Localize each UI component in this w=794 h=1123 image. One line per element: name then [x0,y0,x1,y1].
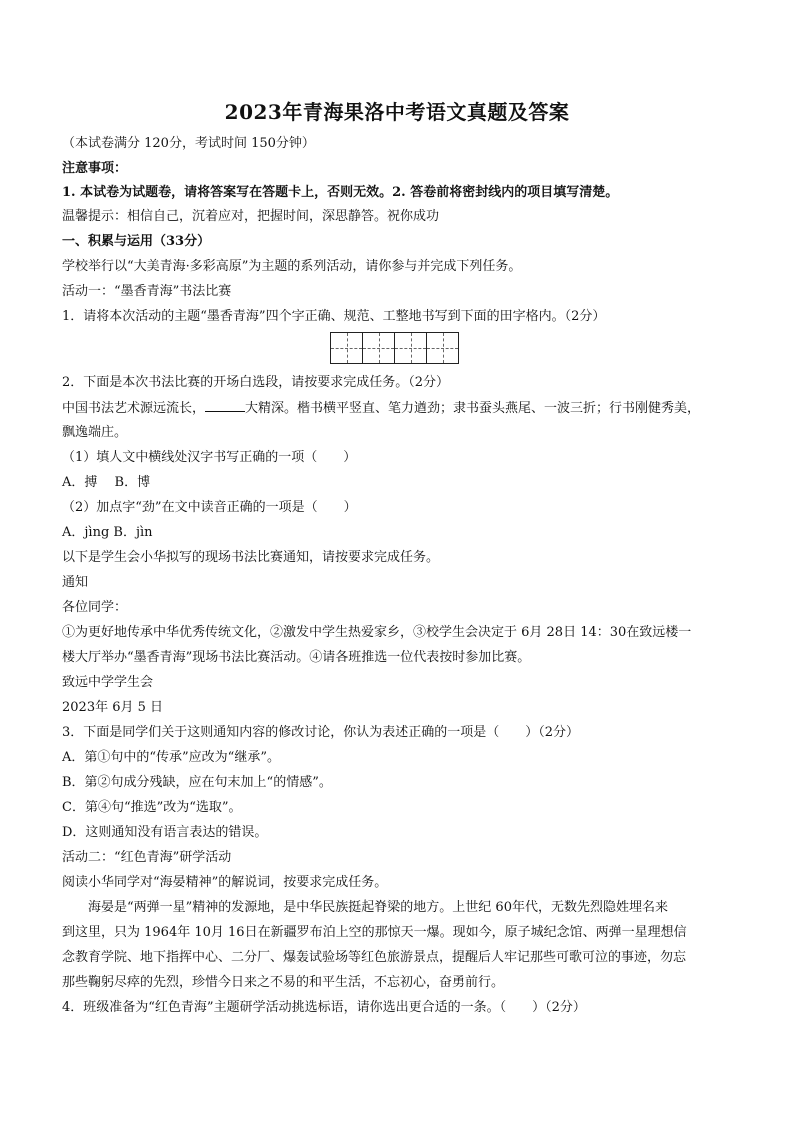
tianzige-grid[interactable] [330,332,462,364]
notice-intro: 以下是学生会小华拟写的现场书法比赛通知，请按要求完成任务。 [62,550,440,565]
page-title: 2023年青海果洛中考语文真题及答案 [224,100,570,124]
reminder-text: 温馨提示：相信自己，沉着应对，把握时间，深思静答。祝你成功 [62,209,440,224]
question-3-option-d: D．这则通知没有语言表达的错误。 [62,825,268,840]
grid-cell[interactable] [426,332,459,364]
question-3-option-a: A．第①句中的“传承”应改为“继承”。 [62,750,280,765]
notice-date: 2023年 6月 5 日 [62,700,164,715]
notice-title: 通知 [62,575,89,590]
grid-cell[interactable] [362,332,395,364]
paragraph-line-3: 念教育学院、地下指挥中心、二分厂、爆轰试验场等红色旅游景点，提醒后人牢记那些可歌可泣的事迹，勿忘 [62,950,687,965]
question-2: 2．下面是本次书法比赛的开场白选段，请按要求完成任务。（2分） [62,375,450,390]
question-2-2: （2）加点字“劲”在文中读音正确的一项是（ ） [62,500,357,515]
paragraph-line-4: 那些鞠躬尽瘁的先烈，珍惜今日来之不易的和平生活，不忘初心，奋勇前行。 [62,975,505,990]
passage-pre: 中国书法艺术源远流长， [62,401,206,416]
passage-post: 大精深。楷书横平竖直、笔力遒劲；隶书蚕头燕尾、一波三折；行书刚健秀美， [245,401,701,416]
notice-text: 1. 本试卷为试题卷，请将答案写在答题卡上，否则无效。2. 答卷前将密封线内的项目填写清楚。 [62,185,619,200]
question-2-1: （1）填人文中横线处汉字书写正确的一项（ ） [62,450,357,465]
question-2-2-options: A．jìng B．jìn [62,525,153,540]
exam-info: （本试卷满分 120分，考试时间 150分钟） [62,136,315,151]
question-3-option-c: C．第④句“推选”改为“选取”。 [62,800,242,815]
question-4: 4．班级准备为“红色青海”主题研学活动挑选标语，请你选出更合适的一条。（ ）（2分） [62,1000,586,1015]
activity-two-title: 活动二：“红色青海”研学活动 [62,850,232,865]
section-intro: 学校举行以“大美青海·多彩高原”为主题的系列活动，请你参与并完成下列任务。 [62,259,522,274]
grid-cell[interactable] [330,332,363,364]
section-heading: 一、积累与运用（33分） [62,234,211,249]
notice-signature: 致远中学学生会 [62,675,154,690]
question-2-1-options: A．搏 B．博 [62,475,151,490]
notice-salutation: 各位同学： [62,600,128,615]
passage-line-1 [62,399,734,418]
activity-one-title: 活动一：“墨香青海”书法比赛 [62,284,232,299]
paragraph-line-2: 到这里，只为 1964年 10月 16日在新疆罗布泊上空的那惊天一爆。现如今，原子城纪念馆、两弹一星理想信 [62,925,687,940]
notice-body-2: 楼大厅举办“墨香青海”现场书法比赛活动。④请各班推选一位代表按时参加比赛。 [62,650,531,665]
paragraph-line-1: 海晏是“两弹一星”精神的发源地，是中华民族挺起脊梁的地方。上世纪 60年代，无数先烈隐姓埋名来 [88,900,668,915]
fill-blank[interactable] [205,399,245,412]
grid-cell[interactable] [394,332,427,364]
question-3: 3．下面是同学们关于这则通知内容的修改讨论，你认为表述正确的一项是（ ）（2分） [62,725,580,740]
question-1: 1．请将本次活动的主题“墨香青海”四个字正确、规范、工整地书写到下面的田字格内。（2分） [62,309,606,324]
passage-line-2: 飘逸端庄。 [62,425,128,440]
question-3-option-b: B．第②句成分残缺，应在句末加上“的情感”。 [62,775,332,790]
notice-label: 注意事项： [62,161,128,176]
reading-intro: 阅读小华同学对“海晏精神”的解说词，按要求完成任务。 [62,875,388,890]
notice-body-1: ①为更好地传承中华优秀传统文化，②激发中学生热爱家乡，③校学生会决定于 6月 28日 14：30在致远楼一 [62,625,692,640]
